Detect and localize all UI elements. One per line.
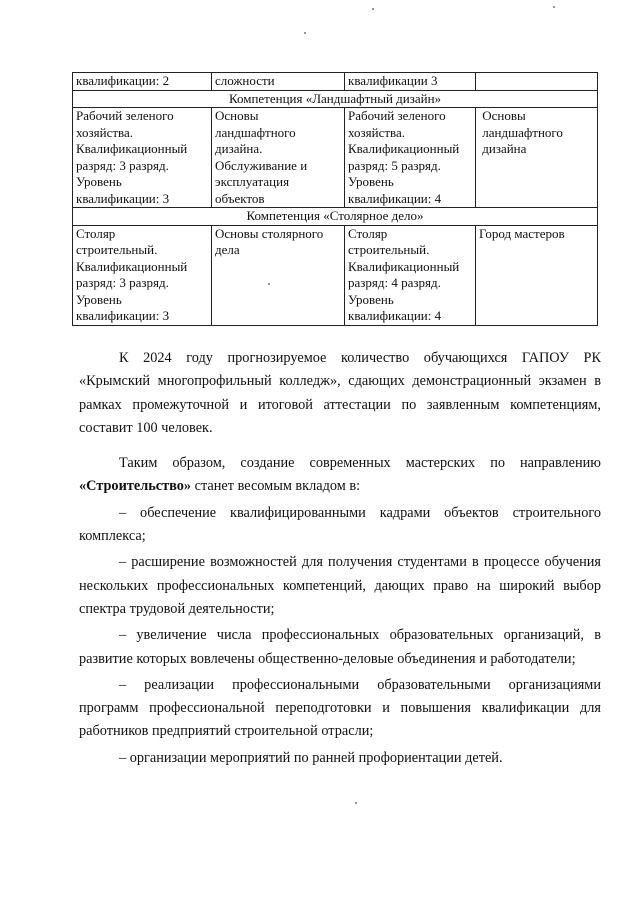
bullet-item	[79, 674, 601, 744]
paragraph-forecast	[79, 347, 601, 440]
cell-line: хозяйства.	[348, 124, 406, 140]
text-line: Таким образом, создание современных мастерских по направлению	[119, 455, 601, 472]
cell-line: квалификации: 4	[348, 308, 442, 323]
table-row	[73, 225, 598, 325]
text-line: рамках промежуточной и итоговой аттестации по заявленным компетенциям,	[79, 396, 601, 413]
cell-line: Квалификационный	[348, 141, 460, 156]
text-line: программ профессиональной переподготовки и повышения квалификации для	[79, 700, 601, 717]
cell-line: Столяр	[76, 225, 116, 241]
cell-line: Рабочий зеленого	[348, 108, 446, 123]
cell-line: разряд: 4 разряд.	[348, 275, 441, 290]
bullet-item	[79, 747, 601, 770]
body-text	[79, 347, 601, 770]
text-line: развитие которых вовлечены общественно-деловые объединения и работодатели;	[79, 650, 576, 667]
qualification-table	[72, 72, 598, 326]
cell-line: Основы	[215, 108, 259, 123]
table-row	[73, 108, 598, 208]
cell-line: Уровень	[348, 291, 394, 307]
text-line: – обеспечение квалифицированными кадрами объектов строительного	[119, 504, 601, 521]
text-line: – организации мероприятий по ранней профориентации детей.	[119, 749, 503, 766]
cell-line: Квалификационный	[76, 141, 188, 156]
bold-term: «Строительство»	[79, 478, 192, 495]
section-header-row	[73, 208, 598, 226]
scan-speck	[304, 32, 306, 34]
cell-line: Обслуживание и	[215, 157, 308, 173]
cell-line: Уровень	[76, 291, 122, 307]
scan-speck	[372, 8, 374, 10]
section-header-row	[73, 90, 598, 108]
paragraph-conclusion	[79, 452, 601, 499]
table-cell	[73, 108, 212, 208]
cell-line: квалификации: 3	[76, 190, 170, 206]
table-cell	[476, 225, 598, 325]
cell-line: Город мастеров	[479, 225, 565, 241]
bullet-item	[79, 502, 601, 549]
table-cell: квалификации: 2	[73, 73, 212, 91]
text-line: работников предприятий строительной отрасли;	[79, 723, 374, 740]
table-cell	[73, 225, 212, 325]
text-line: – увеличение числа профессиональных образовательных организаций, в	[119, 627, 601, 644]
cell-line: Уровень	[348, 174, 394, 189]
text-line: «Крымский многопрофильный колледж», сдающих демонстрационный экзамен в	[79, 373, 601, 390]
cell-line: разряд: 5 разряд.	[348, 157, 441, 173]
cell-line: Рабочий зеленого	[76, 108, 174, 123]
cell-line: Основы столярного	[215, 225, 324, 241]
bullet-item	[79, 551, 601, 621]
text-line: К 2024 году прогнозируемое количество обучающихся ГАПОУ РК	[119, 350, 601, 366]
table-cell: сложности	[212, 73, 345, 91]
table-cell	[476, 108, 598, 208]
cell-line: хозяйства.	[76, 124, 134, 140]
scan-speck	[355, 802, 357, 804]
text-line: – расширение возможностей для получения студентами в процессе обучения	[119, 554, 601, 571]
table-cell: квалификации 3	[345, 73, 476, 91]
cell-line: Квалификационный	[348, 258, 460, 274]
bullet-item	[79, 624, 601, 671]
text-line	[79, 475, 601, 498]
text-line: комплекса;	[79, 528, 146, 545]
cell-line: дела	[215, 242, 240, 257]
cell-line: дизайна	[479, 141, 527, 156]
scan-speck	[268, 283, 270, 285]
cell-line: Квалификационный	[76, 258, 188, 274]
scan-speck	[553, 6, 555, 8]
section-title-joinery: Компетенция «Столярное дело»	[73, 208, 598, 226]
cell-line: Уровень	[76, 174, 122, 189]
table-cell	[212, 108, 345, 208]
cell-line: квалификации: 4	[348, 190, 442, 206]
text-line: нескольких профессиональных компетенций, дающих право на широкий выбор	[79, 577, 601, 594]
cell-line: разряд: 3 разряд.	[76, 157, 169, 173]
cell-line: строительный.	[348, 242, 430, 257]
table-row	[73, 73, 598, 91]
cell-line: Основы	[479, 108, 526, 123]
cell-line: строительный.	[76, 242, 158, 257]
cell-line: ландшафтного	[215, 124, 296, 140]
cell-line: ландшафтного	[479, 124, 563, 140]
cell-line: объектов	[215, 190, 265, 206]
table-cell	[345, 225, 476, 325]
text-line: составит 100 человек.	[79, 419, 213, 436]
cell-line: разряд: 3 разряд.	[76, 275, 169, 290]
text-line: спектра трудовой деятельности;	[79, 600, 275, 617]
text-line: – реализации профессиональными образовательными организациями	[119, 676, 601, 693]
cell-line: квалификации: 3	[76, 308, 170, 323]
cell-line: эксплуатация	[215, 174, 290, 189]
cell-line: Столяр	[348, 225, 388, 241]
table-cell	[345, 108, 476, 208]
table-cell	[476, 73, 598, 91]
section-title-landscape: Компетенция «Ландшафтный дизайн»	[73, 90, 598, 108]
cell-line: дизайна.	[215, 141, 263, 156]
text-fragment: станет весомым вкладом в:	[191, 478, 361, 495]
table-cell	[212, 225, 345, 325]
